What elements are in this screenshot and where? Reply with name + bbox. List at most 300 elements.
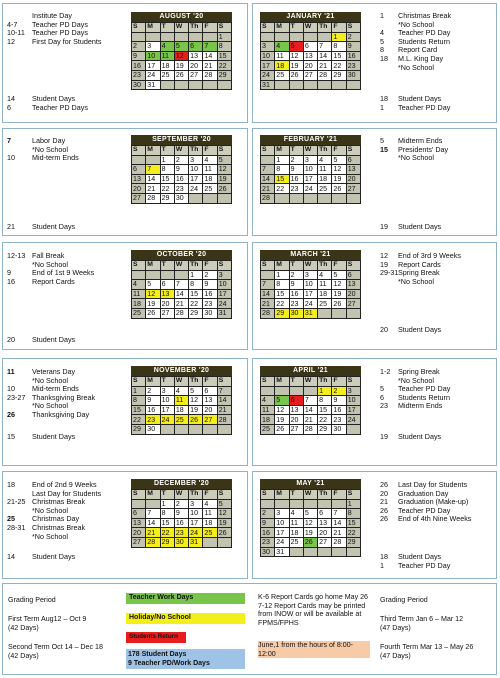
day-cell: 30: [346, 70, 360, 80]
day-cell: 10: [261, 51, 275, 61]
note-text: Teacher PD Days: [32, 19, 88, 29]
day-cell: 24: [275, 537, 289, 547]
day-cell: 21: [318, 61, 332, 71]
day-name: F: [332, 490, 346, 500]
note-date: 26: [380, 480, 388, 489]
student-days-total: 178 Student Days: [128, 651, 187, 658]
note-date: 18: [7, 480, 15, 489]
day-cell: 2: [132, 42, 146, 52]
day-cell: 6: [303, 42, 317, 52]
day-cell: 14: [146, 518, 160, 528]
day-cell: 21: [261, 299, 275, 309]
day-cell: 5: [303, 509, 317, 519]
day-name: F: [203, 146, 217, 156]
day-name: Th: [189, 490, 203, 500]
day-cell: 12: [217, 165, 231, 175]
day-name: M: [275, 261, 289, 271]
day-cell: 1: [318, 386, 332, 396]
day-name: S: [261, 377, 275, 387]
day-cell: 27: [132, 193, 146, 203]
day-cell: 5: [174, 42, 188, 52]
day-cell: 4: [174, 386, 188, 396]
day-cell: 4: [132, 280, 146, 290]
day-cell: 22: [189, 299, 203, 309]
note-date: 1-2: [380, 367, 391, 376]
day-cell: 28: [217, 415, 231, 425]
note-date: 25: [7, 514, 15, 524]
day-name: T: [289, 490, 303, 500]
day-cell: 11: [289, 518, 303, 528]
day-name: T: [160, 23, 174, 33]
day-cell: 30: [332, 424, 346, 434]
note-date: 12: [7, 36, 15, 46]
day-name: S: [261, 490, 275, 500]
note-text: Christmas Break: [398, 11, 452, 20]
day-cell: 19: [174, 61, 188, 71]
day-cell: 27: [203, 415, 217, 425]
note-date: 10: [7, 153, 15, 163]
footer-label: Student Days: [32, 335, 76, 344]
day-cell: 21: [303, 415, 317, 425]
note-text: Thanksgiving Day: [32, 409, 90, 419]
day-cell: 23: [346, 61, 360, 71]
day-cell: 15: [346, 518, 360, 528]
day-cell: 23: [203, 299, 217, 309]
day-name: Th: [189, 377, 203, 387]
day-cell: 25: [203, 528, 217, 538]
day-cell: 27: [346, 299, 360, 309]
note-date: 8: [380, 45, 384, 55]
day-cell: 27: [318, 537, 332, 547]
day-name: M: [275, 377, 289, 387]
day-cell: 21: [174, 299, 188, 309]
day-name: Th: [318, 261, 332, 271]
teacher-pd-total: 9 Teacher PD/Work Days: [128, 660, 210, 667]
day-cell: 25: [174, 415, 188, 425]
day-name: Th: [189, 261, 203, 271]
day-cell: 3: [303, 270, 317, 280]
footer-count: 1: [380, 103, 384, 112]
footer-label: Student Days: [32, 432, 76, 441]
day-cell: 18: [261, 415, 275, 425]
fourth-term: Fourth Term Mar 13 – May 26: [380, 643, 474, 651]
day-cell: 19: [189, 405, 203, 415]
day-cell: 16: [146, 405, 160, 415]
day-cell: 25: [160, 70, 174, 80]
day-cell: 30: [289, 308, 303, 318]
day-cell: 8: [275, 280, 289, 290]
day-cell: 9: [203, 280, 217, 290]
day-cell: 12: [174, 51, 188, 61]
footer-label: Student Days: [398, 552, 442, 561]
note-date: 4-7: [7, 19, 18, 29]
footer-count: 6: [7, 103, 11, 112]
day-cell: 14: [303, 405, 317, 415]
holiday-swatch: Holiday/No School: [126, 613, 245, 624]
day-cell: 5: [146, 280, 160, 290]
day-cell: 12: [217, 509, 231, 519]
day-cell: 14: [203, 51, 217, 61]
day-name: S: [217, 377, 231, 387]
day-cell: 7: [174, 280, 188, 290]
day-name: Th: [189, 146, 203, 156]
day-cell: 23: [174, 528, 188, 538]
footer-count: 19: [380, 432, 388, 441]
day-cell: 18: [318, 174, 332, 184]
day-name: M: [146, 490, 160, 500]
day-cell: 9: [289, 165, 303, 175]
footer-label: Teacher PD Days: [32, 103, 88, 112]
day-cell: 20: [132, 184, 146, 194]
note-text: First Day for Students: [32, 36, 102, 46]
month-title: FEBRUARY '21: [260, 135, 361, 145]
day-cell: 23: [174, 184, 188, 194]
month-title: SEPTEMBER '20: [131, 135, 232, 145]
day-cell: 28: [203, 70, 217, 80]
day-cell: 7: [203, 42, 217, 52]
day-cell: 24: [160, 415, 174, 425]
footer-label: Student Days: [32, 222, 76, 231]
day-cell: 31: [275, 547, 289, 557]
day-name: M: [146, 261, 160, 271]
day-cell: 8: [189, 280, 203, 290]
month-title: DECEMBER '20: [131, 479, 232, 489]
note-date: 12-13: [7, 251, 26, 260]
day-cell: 13: [346, 165, 360, 175]
day-name: S: [261, 261, 275, 271]
day-cell: 12: [289, 51, 303, 61]
day-cell: 18: [275, 61, 289, 71]
day-cell: 7: [261, 165, 275, 175]
day-cell: 16: [174, 518, 188, 528]
day-cell: 3: [261, 42, 275, 52]
note-date: 16: [7, 276, 15, 286]
day-cell: 14: [261, 289, 275, 299]
day-cell: 28: [261, 308, 275, 318]
day-cell: 24: [261, 70, 275, 80]
day-cell: 18: [289, 528, 303, 538]
fourth-term-days: (47 Days): [380, 652, 411, 660]
footer-count: 1: [380, 561, 384, 570]
day-cell: 22: [132, 415, 146, 425]
footer-label: Student Days: [32, 94, 76, 103]
day-cell: 1: [275, 270, 289, 280]
note-text: Spring Break: [398, 367, 440, 376]
day-name: S: [132, 23, 146, 33]
day-name: S: [346, 377, 360, 387]
day-cell: 11: [160, 51, 174, 61]
day-cell: 27: [346, 184, 360, 194]
day-cell: 25: [132, 308, 146, 318]
footer-count: 15: [7, 432, 15, 441]
day-cell: 1: [132, 386, 146, 396]
footer-count: 20: [380, 325, 388, 334]
day-cell: 22: [160, 528, 174, 538]
month-title: NOVEMBER '20: [131, 366, 232, 376]
day-name: Th: [318, 490, 332, 500]
day-cell: 9: [146, 396, 160, 406]
day-cell: 4: [261, 396, 275, 406]
day-cell: 12: [303, 518, 317, 528]
day-cell: 5: [217, 155, 231, 165]
footer-count: 20: [7, 335, 15, 344]
day-name: W: [174, 490, 188, 500]
day-name: W: [174, 23, 188, 33]
day-cell: 28: [332, 537, 346, 547]
day-cell: 4: [275, 42, 289, 52]
note-date: 5: [380, 36, 384, 46]
footer-label: Teacher PD Day: [398, 103, 451, 112]
day-cell: 30: [261, 547, 275, 557]
day-cell: 30: [132, 80, 146, 90]
day-name: M: [146, 23, 160, 33]
footer-label: Student Days: [32, 552, 76, 561]
day-cell: 2: [203, 270, 217, 280]
day-cell: 3: [217, 270, 231, 280]
day-cell: 15: [275, 289, 289, 299]
day-name: S: [132, 490, 146, 500]
day-cell: 7: [303, 396, 317, 406]
day-cell: 26: [174, 70, 188, 80]
day-cell: 24: [189, 528, 203, 538]
footer-label: Student Days: [398, 94, 442, 103]
day-cell: 3: [189, 155, 203, 165]
note-text: Teacher PD Day: [398, 28, 451, 38]
day-cell: 7: [146, 509, 160, 519]
day-cell: 11: [275, 51, 289, 61]
day-name: T: [289, 261, 303, 271]
note-text: Institute Day: [32, 11, 72, 20]
note-text: Teacher PD Days: [32, 28, 88, 38]
day-cell: 25: [289, 537, 303, 547]
footer-count: 14: [7, 552, 15, 561]
note-date: 1: [380, 11, 384, 20]
day-cell: 29: [275, 308, 289, 318]
day-cell: 15: [160, 518, 174, 528]
day-cell: 3: [346, 386, 360, 396]
day-cell: 24: [346, 415, 360, 425]
day-cell: 18: [203, 518, 217, 528]
day-cell: 27: [132, 537, 146, 547]
month-title: APRIL '21: [260, 366, 361, 376]
day-cell: 23: [146, 415, 160, 425]
note-text: Midterm Ends: [398, 401, 443, 411]
second-term-days: (42 Days): [8, 652, 39, 660]
note-date: 20: [380, 488, 388, 498]
day-cell: 28: [318, 70, 332, 80]
day-cell: 26: [146, 308, 160, 318]
day-cell: 9: [132, 51, 146, 61]
day-name: M: [275, 23, 289, 33]
day-cell: 5: [217, 499, 231, 509]
footer-count: 21: [7, 222, 15, 231]
day-cell: 4: [203, 155, 217, 165]
day-cell: 17: [275, 528, 289, 538]
day-name: S: [217, 146, 231, 156]
note-text: Students Return: [398, 392, 450, 402]
day-cell: 12: [275, 405, 289, 415]
student-days-swatch: [126, 649, 245, 669]
note-text: Teacher PD Day: [398, 505, 451, 515]
day-cell: 17: [346, 405, 360, 415]
note-date: 11: [7, 367, 15, 376]
day-cell: 12: [146, 289, 160, 299]
day-name: S: [346, 146, 360, 156]
day-name: W: [303, 261, 317, 271]
day-name: Th: [318, 377, 332, 387]
note-date: 5: [380, 384, 384, 394]
day-cell: 7: [217, 386, 231, 396]
day-cell: 1: [189, 270, 203, 280]
day-cell: 28: [146, 537, 160, 547]
day-cell: 25: [261, 424, 275, 434]
note-text: *No School: [398, 375, 434, 385]
day-name: S: [346, 261, 360, 271]
note-date: 23-27: [7, 392, 26, 402]
day-cell: 16: [346, 51, 360, 61]
day-cell: 9: [174, 165, 188, 175]
day-cell: 12: [332, 165, 346, 175]
footer-count: 14: [7, 94, 15, 103]
day-cell: 20: [189, 61, 203, 71]
day-cell: 29: [318, 424, 332, 434]
day-cell: 8: [318, 396, 332, 406]
day-cell: 31: [189, 537, 203, 547]
day-cell: 15: [217, 51, 231, 61]
day-cell: 20: [318, 528, 332, 538]
day-cell: 7: [261, 280, 275, 290]
day-cell: 10: [189, 509, 203, 519]
note-date: 6: [380, 392, 384, 402]
note-date: 7: [7, 136, 11, 145]
day-cell: 8: [132, 396, 146, 406]
third-term: Third Term Jan 6 – Mar 12: [380, 615, 464, 623]
day-cell: 8: [332, 42, 346, 52]
footer-count: 18: [380, 94, 388, 103]
day-cell: 14: [146, 174, 160, 184]
day-name: S: [261, 146, 275, 156]
day-cell: 5: [275, 396, 289, 406]
day-cell: 22: [275, 299, 289, 309]
day-name: M: [275, 146, 289, 156]
day-cell: 7: [332, 509, 346, 519]
day-cell: 27: [189, 70, 203, 80]
note-text: Report Card: [398, 45, 438, 55]
day-cell: 21: [146, 528, 160, 538]
month-title: AUGUST '20: [131, 12, 232, 22]
day-cell: 1: [346, 499, 360, 509]
day-cell: 15: [132, 405, 146, 415]
note-text: Last Day for Students: [32, 488, 102, 498]
day-name: T: [289, 146, 303, 156]
day-name: S: [132, 377, 146, 387]
day-cell: 6: [318, 509, 332, 519]
day-cell: 7: [146, 165, 160, 175]
note-text: Last Day for Students: [398, 480, 468, 489]
day-name: W: [303, 146, 317, 156]
day-cell: 18: [174, 405, 188, 415]
day-cell: 11: [203, 509, 217, 519]
note-text: *No School: [32, 144, 68, 154]
day-cell: 13: [160, 289, 174, 299]
day-name: F: [332, 261, 346, 271]
second-term: Second Term Oct 14 – Dec 18: [8, 643, 103, 651]
day-cell: 28: [303, 424, 317, 434]
day-name: Th: [318, 146, 332, 156]
day-cell: 1: [332, 32, 346, 42]
day-cell: 16: [289, 289, 303, 299]
day-cell: 27: [160, 308, 174, 318]
day-cell: 30: [174, 193, 188, 203]
day-cell: 28: [174, 308, 188, 318]
note-text: Christmas Break: [32, 497, 86, 507]
day-cell: 30: [203, 308, 217, 318]
day-cell: 12: [332, 280, 346, 290]
day-name: S: [132, 261, 146, 271]
day-cell: 20: [289, 415, 303, 425]
day-name: S: [217, 490, 231, 500]
day-name: S: [261, 23, 275, 33]
day-name: W: [303, 490, 317, 500]
note-text: End of 4th Nine Weeks: [398, 514, 472, 524]
day-cell: 24: [303, 184, 317, 194]
day-cell: 4: [318, 270, 332, 280]
day-cell: 2: [346, 32, 360, 42]
day-cell: 4: [289, 509, 303, 519]
day-cell: 9: [261, 518, 275, 528]
day-cell: 20: [346, 174, 360, 184]
footer-count: 19: [380, 222, 388, 231]
third-term-days: (47 Days): [380, 624, 411, 632]
day-cell: 4: [318, 155, 332, 165]
day-name: S: [346, 490, 360, 500]
day-cell: 29: [160, 537, 174, 547]
day-cell: 26: [189, 415, 203, 425]
note-text: End of 3rd 9 Weeks: [398, 251, 461, 260]
day-name: S: [346, 23, 360, 33]
day-cell: 23: [289, 184, 303, 194]
day-cell: 6: [160, 280, 174, 290]
note-date: 12: [380, 251, 388, 260]
day-cell: 16: [261, 528, 275, 538]
day-cell: 10: [303, 280, 317, 290]
day-cell: 16: [332, 405, 346, 415]
day-cell: 6: [346, 270, 360, 280]
day-cell: 2: [174, 499, 188, 509]
note-text: M.L. King Day: [398, 53, 444, 63]
note-date: 21-25: [7, 497, 26, 507]
day-cell: 20: [132, 528, 146, 538]
day-cell: 6: [346, 155, 360, 165]
month-title: JANUARY '21: [260, 12, 361, 22]
note-text: Fall Break: [32, 251, 65, 260]
day-name: W: [174, 146, 188, 156]
day-cell: 10: [303, 165, 317, 175]
day-cell: 29: [132, 424, 146, 434]
day-cell: 8: [346, 509, 360, 519]
day-name: S: [132, 146, 146, 156]
day-name: F: [203, 490, 217, 500]
day-name: F: [203, 23, 217, 33]
day-cell: 13: [203, 396, 217, 406]
day-cell: 19: [217, 174, 231, 184]
day-name: W: [174, 377, 188, 387]
day-name: F: [203, 377, 217, 387]
day-cell: 16: [203, 289, 217, 299]
month-title: OCTOBER '20: [131, 250, 232, 260]
note-date: 19: [380, 259, 388, 269]
note-date: 5: [380, 136, 384, 145]
